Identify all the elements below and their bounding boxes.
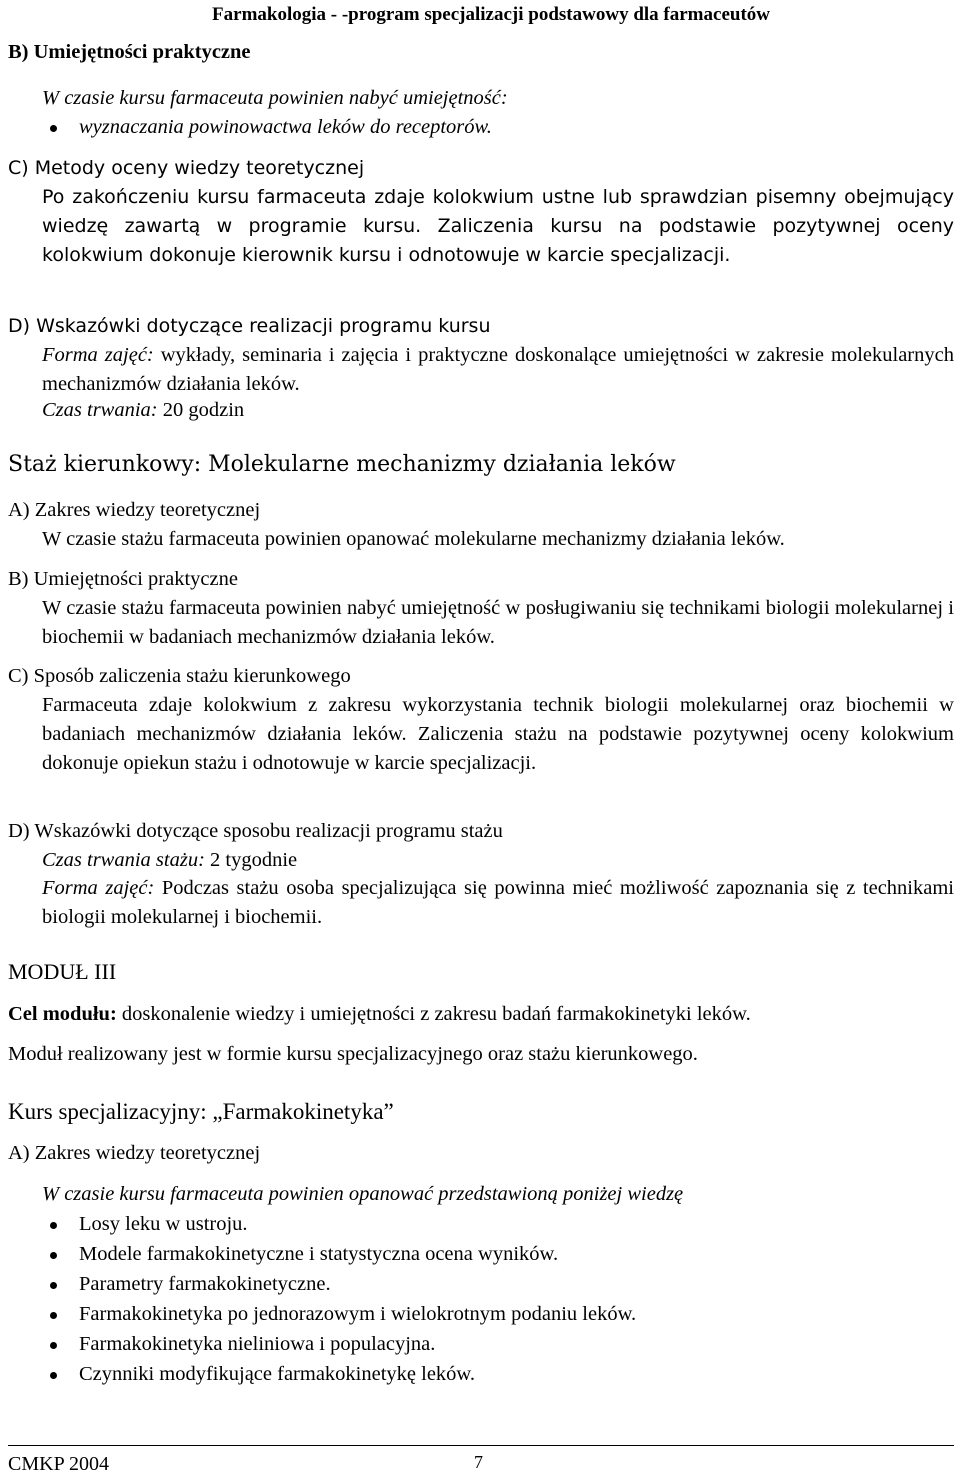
section-heading-d: D) Wskazówki dotyczące realizacji programu kursu xyxy=(8,315,491,337)
paragraph: Moduł realizowany jest w formie kursu specjalizacyjnego oraz stażu kierunkowego. xyxy=(8,1043,698,1065)
cel-text: doskonalenie wiedzy i umiejętności z zakresu badań farmakokinetyki leków. xyxy=(116,1003,751,1025)
czas-text: 20 godzin xyxy=(157,399,245,421)
bullet-icon xyxy=(50,125,57,132)
paragraph: W czasie stażu farmaceuta powinien nabyć umiejętność w posługiwaniu się technikami biologii molekularnej i biochemii w badaniach mechanizmów działania leków. xyxy=(42,597,954,648)
list-item: Losy leku w ustroju. xyxy=(79,1213,248,1235)
paragraph xyxy=(42,846,297,875)
bullet-icon xyxy=(50,1342,57,1349)
bullet-icon xyxy=(50,1222,57,1229)
list-item: Parametry farmakokinetyczne. xyxy=(79,1273,331,1295)
paragraph xyxy=(42,874,954,932)
paragraph: Farmaceuta zdaje kolokwium z zakresu wykorzystania technik biologii molekularnej oraz biochemii w badaniach mechanizmów działania leków. Zaliczenia stażu na podstawie pozytywnej oceny kolokwium dokonuje opiekun stażu i odnotowuje w karcie specjalizacji. xyxy=(42,694,954,774)
intro-text: W czasie kursu farmaceuta powinien nabyć umiejętność: xyxy=(42,87,508,109)
list-item: Farmakokinetyka po jednorazowym i wielokrotnym podaniu leków. xyxy=(79,1303,637,1325)
forma-label: Forma zajęć: xyxy=(42,877,155,899)
paragraph: W czasie stażu farmaceuta powinien opanować molekularne mechanizmy działania leków. xyxy=(42,528,785,550)
running-header: Farmakologia - -program specjalizacji podstawowy dla farmaceutów xyxy=(212,4,770,25)
bullet-icon xyxy=(50,1372,57,1379)
section-heading-d: D) Wskazówki dotyczące sposobu realizacji programu stażu xyxy=(8,820,503,842)
forma-text: wykłady, seminaria i zajęcia i praktyczne doskonalące umiejętności w zakresie molekularnych mechanizmów działania leków. xyxy=(42,344,954,395)
staz-title: Staż kierunkowy: Molekularne mechanizmy działania leków xyxy=(8,452,676,477)
footer-rule xyxy=(8,1445,954,1446)
forma-label: Forma zajęć: xyxy=(42,344,154,366)
czas-text: 2 tygodnie xyxy=(204,849,298,871)
footer-label: CMKP 2004 xyxy=(8,1453,109,1475)
section-heading-c: C) Metody oceny wiedzy teoretycznej xyxy=(8,157,365,179)
section-heading-b: B) Umiejętności praktyczne xyxy=(8,41,251,63)
bullet-icon xyxy=(50,1312,57,1319)
cel-label: Cel modułu: xyxy=(8,1003,117,1025)
list-item: Modele farmakokinetyczne i statystyczna ocena wyników. xyxy=(79,1243,559,1265)
bullet-icon xyxy=(50,1282,57,1289)
bullet-icon xyxy=(50,1252,57,1259)
page-number: 7 xyxy=(474,1452,483,1472)
paragraph xyxy=(8,1000,751,1029)
section-heading-b: B) Umiejętności praktyczne xyxy=(8,568,238,590)
czas-label: Czas trwania stażu: xyxy=(42,849,205,871)
list-item: Czynniki modyfikujące farmakokinetykę leków. xyxy=(79,1363,476,1385)
paragraph xyxy=(42,396,244,425)
paragraph: Po zakończeniu kursu farmaceuta zdaje kolokwium ustne lub sprawdzian pisemny obejmujący wiedzę zawartą w programie kursu. Zaliczenia kursu na podstawie pozytywnej oceny kolokwium dokonuje kierownik kursu i odnotowuje w karcie specjalizacji. xyxy=(42,186,954,266)
section-heading-a: A) Zakres wiedzy teoretycznej xyxy=(8,1142,261,1164)
list-item: Farmakokinetyka nieliniowa i populacyjna. xyxy=(79,1333,436,1355)
section-heading-c: C) Sposób zaliczenia stażu kierunkowego xyxy=(8,665,351,687)
czas-label: Czas trwania: xyxy=(42,399,158,421)
intro-text: W czasie kursu farmaceuta powinien opanować przedstawioną poniżej wiedzę xyxy=(42,1183,684,1205)
course-title: Kurs specjalizacyjny: „Farmakokinetyka” xyxy=(8,1099,394,1124)
forma-text: Podczas stażu osoba specjalizująca się powinna mieć możliwość zapoznania się z technikami biologii molekularnej i biochemii. xyxy=(42,877,954,928)
section-heading-a: A) Zakres wiedzy teoretycznej xyxy=(8,499,261,521)
paragraph xyxy=(42,341,954,399)
module-title: MODUŁ III xyxy=(8,959,117,984)
list-item: wyznaczania powinowactwa leków do receptorów. xyxy=(79,116,492,138)
